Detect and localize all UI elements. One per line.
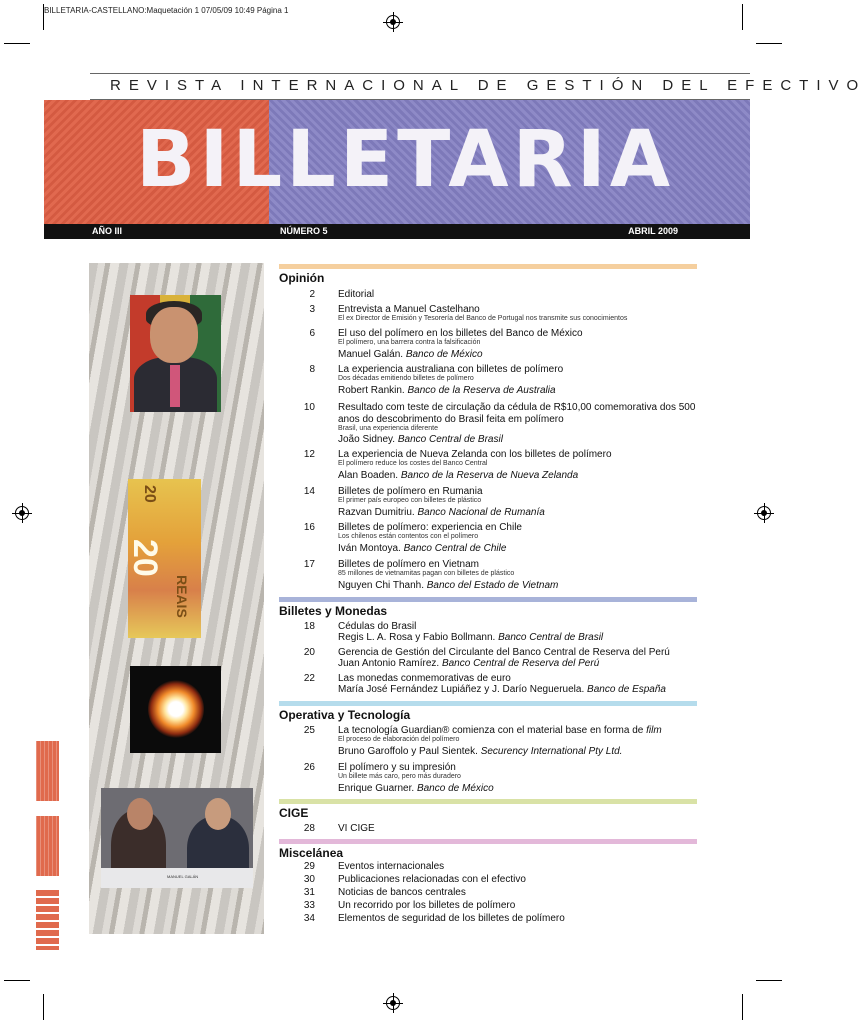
crop-mark <box>4 43 30 44</box>
print-slug: BILLETARIA-CASTELLANO:Maquetación 1 07/05/09 10:49 Página 1 <box>44 6 289 15</box>
section-bar-billetes <box>279 597 697 602</box>
crop-mark <box>43 994 44 1020</box>
toc-page: 14 <box>303 486 315 497</box>
crop-mark <box>4 980 30 981</box>
toc-subtitle: Dos décadas emitiendo billetes de polímero <box>338 375 474 382</box>
decorative-square <box>36 890 59 950</box>
issue-number: NÚMERO 5 <box>280 226 328 236</box>
section-bar-cige <box>279 799 697 804</box>
toc-subtitle: Un billete más caro, pero más duradero <box>338 773 461 780</box>
toc-page: 18 <box>303 621 315 632</box>
issue-info-bar <box>44 224 750 239</box>
masthead-rule <box>90 73 750 74</box>
toc-title: Gerencia de Gestión del Circulante del Banco Central de Reserva del Perú <box>338 647 670 658</box>
toc-author: Nguyen Chi Thanh. Banco del Estado de Vietnam <box>338 580 559 591</box>
toc-page: 2 <box>309 289 315 300</box>
toc-page: 12 <box>303 449 315 460</box>
toc-subtitle: El proceso de elaboración del polímero <box>338 736 460 743</box>
toc-page: 10 <box>303 402 315 413</box>
toc-author: Regis L. A. Rosa y Fabio Bollmann. Banco Central de Brasil <box>338 632 604 643</box>
toc-author: Enrique Guarner. Banco de México <box>338 783 494 794</box>
toc-title: Elementos de seguridad de los billetes de polímero <box>338 913 565 924</box>
section-bar-miscelanea <box>279 839 697 844</box>
toc-page: 33 <box>303 900 315 911</box>
section-title-cige: CIGE <box>279 806 309 820</box>
banknote-denomination: 20 <box>141 485 158 503</box>
section-bar-operativa <box>279 701 697 706</box>
toc-author: Alan Boaden. Banco de la Reserva de Nueva Zelanda <box>338 470 579 481</box>
toc-subtitle: El polímero reduce los costes del Banco Central <box>338 460 488 467</box>
issue-date: ABRIL 2009 <box>628 226 678 236</box>
conference-photo <box>101 788 253 888</box>
toc-title: La experiencia de Nueva Zelanda con los billetes de polímero <box>338 449 612 460</box>
toc-page: 26 <box>303 762 315 773</box>
toc-subtitle: El ex Director de Emisión y Tesorería del Banco de Portugal nos transmite sus conocimientos <box>338 315 628 322</box>
toc-title: Cédulas do Brasil <box>338 621 417 632</box>
registration-mark-icon <box>15 506 29 520</box>
decorative-square <box>36 741 59 801</box>
toc-title: La experiencia australiana con billetes de polímero <box>338 364 564 375</box>
toc-author: Juan Antonio Ramírez. Banco Central de Reserva del Perú <box>338 658 600 669</box>
registration-mark-icon <box>757 506 771 520</box>
toc-subtitle: El polímero, una barrera contra la falsificación <box>338 339 481 346</box>
toc-title: Editorial <box>338 289 375 300</box>
toc-title: Entrevista a Manuel Castelhano <box>338 304 480 315</box>
section-title-billetes: Billetes y Monedas <box>279 604 388 618</box>
crop-mark <box>43 4 44 30</box>
toc-author: María José Fernández Lupiáñez y J. Darío Negueruela. Banco de España <box>338 684 666 695</box>
toc-page: 29 <box>303 861 315 872</box>
toc-title: Publicaciones relacionadas con el efectivo <box>338 874 526 885</box>
toc-title: La tecnología Guardian® comienza con el material base en forma de film <box>338 725 662 736</box>
magazine-title: BILLETARIA <box>136 115 675 205</box>
registration-mark-icon <box>386 996 400 1010</box>
toc-subtitle: El primer país europeo con billetes de plástico <box>338 497 482 504</box>
crop-mark <box>742 4 743 30</box>
banknote-denomination-large: 20 <box>126 539 164 577</box>
portrait-photo <box>130 295 221 412</box>
toc-title: Billetes de polímero en Vietnam <box>338 559 480 570</box>
toc-page: 28 <box>303 823 315 834</box>
toc-title: El uso del polímero en los billetes del Banco de México <box>338 328 583 339</box>
crop-mark <box>756 43 782 44</box>
toc-author: Iván Montoya. Banco Central de Chile <box>338 543 507 554</box>
toc-title: Un recorrido por los billetes de polímero <box>338 900 516 911</box>
toc-page: 17 <box>303 559 315 570</box>
toc-author: João Sidney. Banco Central de Brasil <box>338 434 503 445</box>
banknote-image <box>128 479 201 638</box>
decorative-square <box>36 816 59 876</box>
crop-mark <box>756 980 782 981</box>
toc-subtitle: 85 millones de vietnamitas pagan con billetes de plástico <box>338 570 515 577</box>
toc-title: VI CIGE <box>338 823 375 834</box>
toc-page: 30 <box>303 874 315 885</box>
toc-subtitle: Brasil, una experiencia diferente <box>338 425 439 432</box>
toc-title: Billetes de polímero: experiencia en Chile <box>338 522 522 533</box>
toc-author: Bruno Garoffolo y Paul Sientek. Securency International Pty Ltd. <box>338 746 623 757</box>
toc-title: El polímero y su impresión <box>338 762 456 773</box>
toc-author: Razvan Dumitriu. Banco Nacional de Rumanía <box>338 507 545 518</box>
magazine-subtitle: REVISTA INTERNACIONAL DE GESTIÓN DEL EFECTIVO <box>110 77 866 94</box>
toc-title: Eventos internacionales <box>338 861 445 872</box>
toc-page: 31 <box>303 887 315 898</box>
light-glow-image <box>130 666 221 753</box>
toc-page: 16 <box>303 522 315 533</box>
toc-page: 25 <box>303 725 315 736</box>
section-title-operativa: Operativa y Tecnología <box>279 708 411 722</box>
section-title-miscelanea: Miscelánea <box>279 846 344 860</box>
toc-page: 22 <box>303 673 315 684</box>
toc-page: 3 <box>309 304 315 315</box>
toc-author: Manuel Galán. Banco de México <box>338 349 483 360</box>
name-plate: MANUEL GALÁN <box>167 874 199 879</box>
toc-page: 34 <box>303 913 315 924</box>
toc-page: 20 <box>303 647 315 658</box>
crop-mark <box>742 994 743 1020</box>
section-title-opinion: Opinión <box>279 271 325 285</box>
toc-author: Robert Rankin. Banco de la Reserva de Australia <box>338 385 556 396</box>
masthead-banner <box>44 100 750 224</box>
section-bar-opinion <box>279 264 697 269</box>
toc-title: Billetes de polímero en Rumania <box>338 486 483 497</box>
toc-title: Las monedas conmemorativas de euro <box>338 673 511 684</box>
toc-page: 6 <box>309 328 315 339</box>
registration-mark-icon <box>386 15 400 29</box>
issue-year: AÑO III <box>92 226 123 236</box>
toc-page: 8 <box>309 364 315 375</box>
toc-title: Resultado com teste de circulação da cédula de R$10,00 comemorativa dos 500 anos do descobrimento do Brasil feita em polímero <box>338 402 696 425</box>
toc-title: Noticias de bancos centrales <box>338 887 466 898</box>
banknote-currency: REAIS <box>174 575 190 618</box>
toc-subtitle: Los chilenos están contentos con el polímero <box>338 533 479 540</box>
